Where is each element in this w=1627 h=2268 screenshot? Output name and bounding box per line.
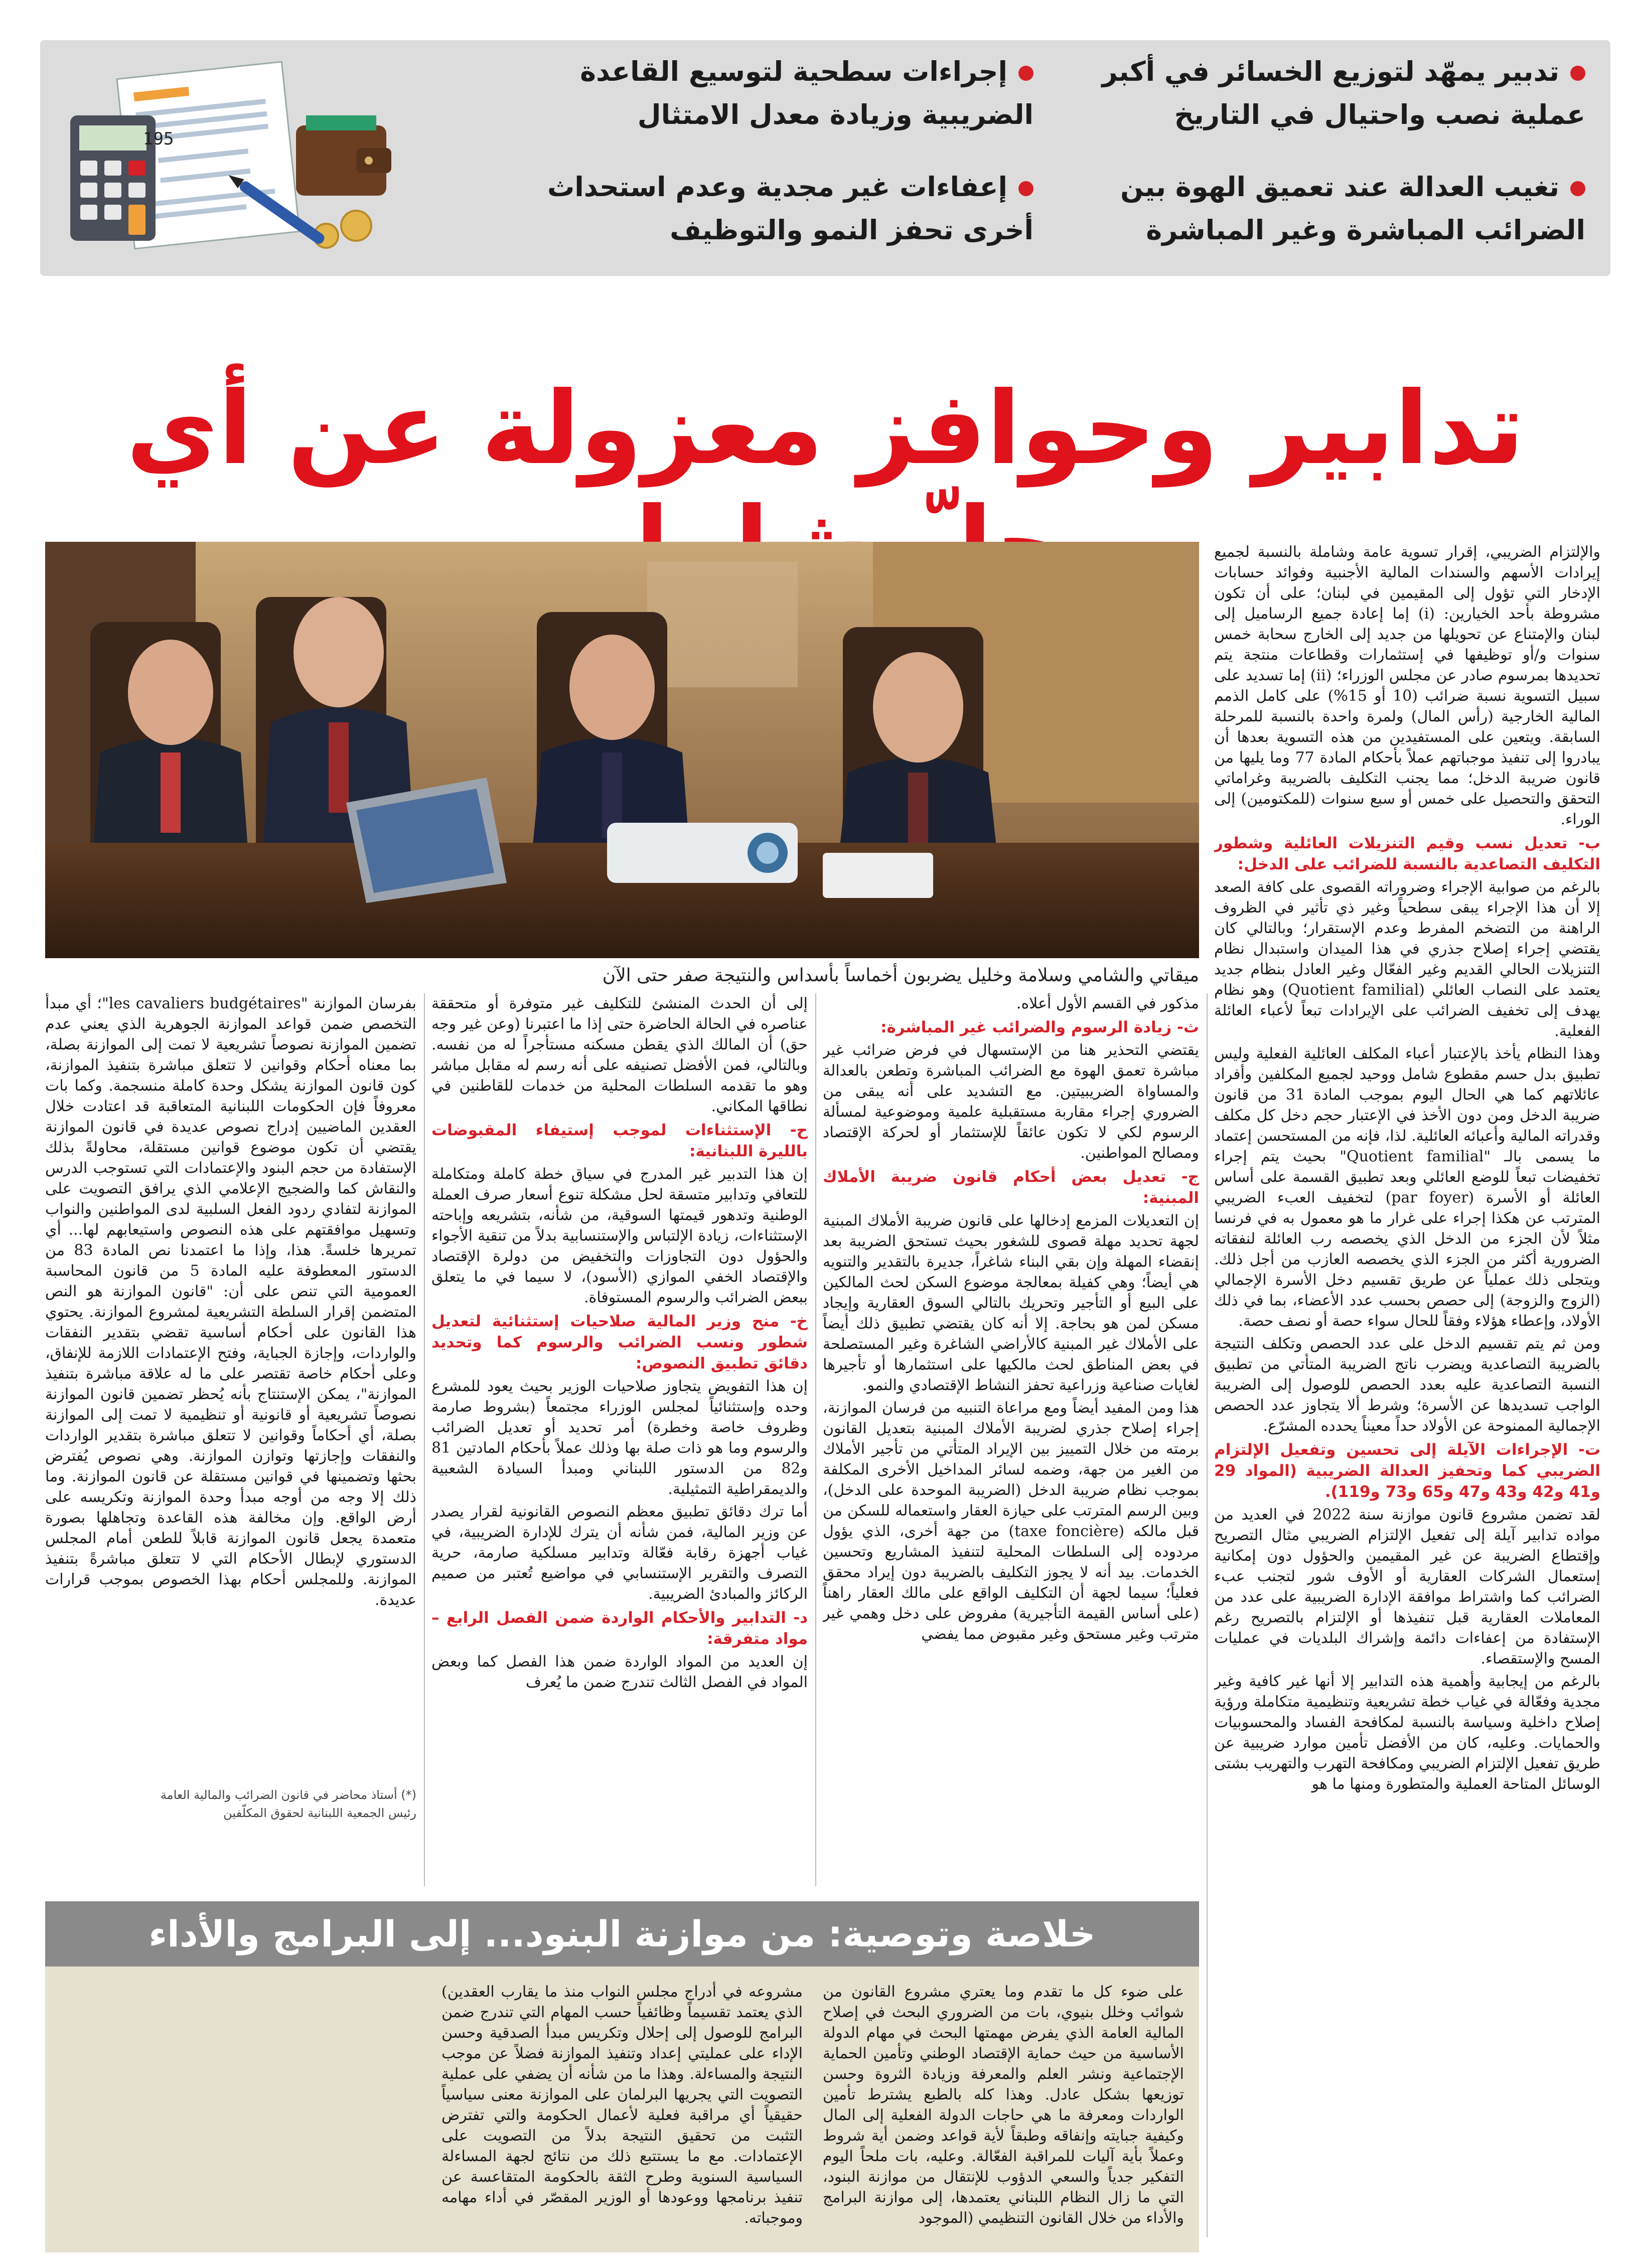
paragraph: بالرغم من إيجابية وأهمية هذه التدابير إلا أنها غير كافية وغير مجدية وفعّالة في غياب خطة تشريعية وتنظيمية متكاملة ورؤية إصلاح داخلية وسياسة بالنسبة لمكافحة الفساد والمحسوبيات والحمايات. وعليه، كان من الأفضل تأمين موارد ضريبية عن طريق تفعيل الإلتزام الضريبي ومكافحة التهرب والتهريب بشتى الوسائل المتاحة العملية والمتطورة ومنها ما هو [1214, 1673, 1600, 1793]
paragraph: وهذا النظام يأخذ بالإعتبار أعباء المكلف العائلية الفعلية وليس تطبيق بدل حسم مقطوع شامل ووحيد لجميع المكلفين وأفراد عائلاتهم كما هي الحال اليوم بموجب المادة 31 من قانون ضريبة الدخل ومن دون الأخذ في الإعتبار حجم دخل كل مكلف وقدراته المالية وأعبائه العائلية. لذا، فإنه من المستحسن إعتماد ما يسمى بالـ "Quotient familial" بحيث يتم إجراء تخفيضات تبعاً للوضع العائلي وبعد تطبيق القسمة على أساس العائلة أو الأسرة (par foyer) لتخفيف العبء الضريبي المترتب عن هكذا إجراء على غرار ما هو معمول به في فرنسا مثلاً لأن الجزء من الدخل الذي يخصصه رب العائلة لنفقاته الضرورية أكثر من الجزء الذي يخصصه العازب من أجل ذلك. ويتجلى ذلك عملياً عن طريق تقسيم دخل الأسرة الإجمالي (الزوج والزوجة) إلى حصص بحسب عدد الأعضاء، بما في ذلك الأولاد، وإعطاء هؤلاء وفقاً للحال سواء حصة أو نصف حصة. [1214, 1045, 1600, 1330]
meeting-photo [45, 542, 1199, 958]
column-divider [424, 993, 425, 1886]
banner-bullet-text: إعفاءات غير مجدية وعدم استحداث أخرى تحفز النمو والتوظيف [547, 171, 1033, 246]
column-divider [1207, 993, 1208, 2237]
section-heading: ح- الإستثناءات لموجب إستيفاء المقبوضات بالليرة اللبنانية: [431, 1121, 808, 1160]
paragraph: والإلتزام الضريبي، إقرار تسوية عامة وشاملة بالنسبة لجميع إيرادات الأسهم والسندات المالية الأجنبية وفوائد حسابات الإدخار التي تؤول إلى المقيمين في لبنان؛ على أن تكون مشروطة بأحد الخيارين: (i) إما إعادة جميع الرساميل إلى لبنان والإمتناع عن تحويلها من جديد إلى الخارج سحابة خمس سنوات و/أو توظيفها في إستثمارات وقطاعات منتجة يتم تحديدها بمرسوم صادر عن مجلس الوزراء؛ (ii) إما تسديد على سبيل التسوية نسبة ضرائب (10 أو 15%) على كامل الذمم المالية الخارجية (رأس المال) ولمرة واحدة بالنسبة للمرحلة السابقة. ويتعين على المستفيدين من هذه التسوية بعدها أن يبادروا إلى تنفيذ موجباتهم عملاً بأحكام المادة 77 وما يليها من قانون ضريبة الدخل؛ مما يجنب التكليف بالضريبة وغراماتي التحقق والتحصيل على خمس أو سبع سنوات (للمكتومين) إلى الوراء. [1214, 543, 1600, 828]
paragraph: إن العديد من المواد الواردة ضمن هذا الفصل كما وبعض المواد في الفصل الثالث تندرج ضمن ما يُعرف [431, 1653, 808, 1691]
banner-bullet-1 [1074, 50, 1585, 136]
article-column-c [45, 993, 416, 1776]
highlights-banner [40, 40, 1610, 276]
section-heading: ت- الإجراءات الآيلة إلى تحسين وتفعيل الإلتزام الضريبي كما وتحفيز العدالة الضريبية (المواد 29 و41 و42 و43 و47 و65 و73 و119). [1214, 1441, 1600, 1501]
summary-box [45, 1901, 1199, 2252]
section-heading: خ- منح وزير المالية صلاحيات إستثنائية لتعديل شطور ونسب الضرائب والرسوم كما وتحديد دقائق تطبيق النصوص: [431, 1312, 808, 1373]
section-heading: ث- زيادة الرسوم والضرائب غير المباشرة: [880, 1018, 1199, 1036]
article-column-b [431, 993, 808, 1886]
summary-column-1: على ضوء كل ما تقدم وما يعتري مشروع القانون من شوائب وخلل بنيوي، بات من الضروري البحث في إصلاح المالية العامة الذي يفرض مهمتها البحث في مهام الدولة الأساسية من حيث حماية الإقتصاد الوطني وتأمين الحماية الإجتماعية ونشر العلم والمعرفة وزيادة الثروة وحسن توزيعها بشكل عادل. وهذا كله بالطبع يشترط تأمين الواردات ومعرفة ما هي حاجات الدولة الفعلية إلى المال وكيفية جبايته وإنفاقه وطبقاً لأية قواعد وضمن أية شروط وعملاً بأية آليات للمراقبة الفعّالة. وعليه، بات ملحاً اليوم التفكير جدياً والسعي الدؤوب للإنتقال من موازنة البنود، التي ما زال النظام اللبناني يعتمدها، إلى موازنة البرامج والأداء من خلال القانون التنظيمي (الموجود [823, 1983, 1184, 2227]
summary-column-2: مشروعه في أدراج مجلس النواب منذ ما يقارب العقدين) الذي يعتمد تقسيماً وظائفياً حسب المهام التي تندرج ضمن البرامج للوصول إلى إحلال وتكريس مبدأ الصدقية وحسن الإداء على عمليتي إعداد وتنفيذ الموازنة فضلاً عن موجب النتيجة والمساءلة. وهذا ما من شأنه أن يضفي على عملية التصويت التي يجريها البرلمان على الموازنة معنى سياسياً حقيقياً أي مراقبة فعلية لأعمال الحكومة والتي تفترض التثبت من تحقيق النتيجة بدلاً من التصويت على الإعتمادات. مع ما يستتبع ذلك من نتائج لجهة المساءلة السياسية السنوية وطرح الثقة بالحكومة المتقاعسة عن تنفيذ برنامجها ووعودها أو الوزير المقصّر في أداء مهامه وموجباته. [441, 1983, 803, 2227]
tax-illustration-icon [55, 50, 396, 266]
author-footnote [45, 1786, 416, 1822]
photo-caption: ميقاتي والشامي وسلامة وخليل يضربون أخماساً بأسداس والنتيجة صفر حتى الآن [602, 965, 1199, 986]
bullet-dot-icon [1570, 66, 1585, 81]
paragraph: بالرغم من صوابية الإجراء وضروراته القصوى على كافة الصعد إلا أن هذا الإجراء يبقى سطحياً وغير ذي تأثير في الظروف الراهنة من التضخم المفرط وعدم الإستقرار؛ وبالتالي كان يقتضي إجراء إصلاح جذري في هذا الميدان واستبدال نظام التنزيلات الحالي القديم وغير الفعّال وغير العادل بنظام جديد يعتمد على النصاب العائلي (Quotient familial) وهو نظام يهدف إلى تخفيف الضرائب على الإيرادات تبعاً لأعباء العائلة الفعلية. [1214, 878, 1600, 1040]
section-heading: ب- تعديل نسب وقيم التنزيلات العائلية وشطور التكليف التصاعدية بالنسبة للضرائب على الدخل: [1214, 834, 1600, 873]
footnote-line: رئيس الجمعية اللبنانية لحقوق المكلّفين [223, 1806, 416, 1820]
paragraph: إن هذا التفويض يتجاوز صلاحيات الوزير بحيث يعود للمشرع وحده وإستثنائياً لمجلس الوزراء مجتمعاً (بشروط صارمة وظروف خاصة وخطرة) أمر تحديد أو تعديل الضرائب والرسوم وما هو ذات صلة بها وذلك عملاً بأحكام المادتين 81 و82 من الدستور اللبناني ومبدأ السيادة الشعبية والديمقراطية التمثيلية. [431, 1378, 808, 1498]
section-heading: د- التدابير والأحكام الواردة ضمن الفصل الرابع – مواد متفرقة: [431, 1609, 808, 1648]
bullet-dot-icon [1018, 66, 1033, 81]
paragraph: مذكور في القسم الأول أعلاه. [1016, 995, 1199, 1012]
calculator-display: 195 [143, 129, 174, 149]
paragraph: بفرسان الموازنة "les cavaliers budgétaires"؛ أي مبدأ التخصص ضمن قواعد الموازنة الجوهرية الذي يعني عدم تضمين الموازنة نصوصاً تشريعية لا تمت إلى الموازنة بصلة، بما معناه أحكام وقوانين لا تتعلق مباشرة بتنفيذ الموازنة، كون قانون الموازنة يشكل وحدة كاملة منسجمة. وكما بات معروفاً فإن الحكومات اللبنانية المتعاقبة قد اعتادت خلال العقدين الماضيين إدراج نصوص عديدة في قانون الموازنة يقتضي أن تكون موضوع قوانين مستقلة، محاولةً بذلك الإستفادة من حجم البنود والإعتمادات التي تستوجب الدرس والنقاش كما والضجيج الإعلامي الذي يرافق التصويت على الموازنة لتفادي ردود الفعل السلبية لدى المواطنين والنواب وتسهيل موافقتهم على هذه النصوص واستيعابهم لها... أي تمريرها خلسةً. هذا، وإذا ما اعتمدنا نص المادة 83 من الدستور المعطوفة عليه المادة 5 من قانون المحاسبة العمومية التي تنص على أن: "قانون الموازنة هو النص المتضمن إقرار السلطة التشريعية لمشروع الموازنة. يحتوي هذا القانون على أحكام أساسية تقضي بتقدير النفقات والواردات، وإجازة الجباية، وفتح الإعتمادات اللازمة للإنفاق، وعلى أحكام خاصة تقتصر على ما له علاقة مباشرة بتنفيذ الموازنة"، يمكن الإستنتاج بأنه يُحظر تضمين قانون الموازنة نصوصاً تشريعية أو قانونية أو تنظيمية لا تمت إلى الموازنة بصلة، أي أحكاماً وقوانين لا تتعلق مباشرة بتقدير الواردات والنفقات وإجازتها وتوازن الموازنة. وهي نصوص يُفترض بحثها وتضمينها في قوانين مستقلة عن قانون الموازنة. وما ذلك إلا وجه من أوجه مبدأ وحدة الموازنة وتكريسه على أرض الواقع. وإن مخالفة هذه القاعدة وتجاهلها بصورة متعمدة يجعل قانون الموازنة قابلاً للطعن أمام المجلس الدستوري لإبطال الأحكام التي لا تتعلق مباشرةً بتنفيذ الموازنة. وللمجلس أحكام بهذا الخصوص بموجب قرارات عديدة. [45, 995, 416, 1609]
paragraph: إن هذا التدبير غير المدرج في سياق خطة كاملة ومتكاملة للتعافي وتدابير متسقة لحل مشكلة تنوع أسعار صرف العملة الوطنية وتدهور قيمتها السوقية، من شأنه، بتشريعه وإباحته الإستثناءات، زيادة الإلتباس والإستنسابية بدلاً من تنقية الأجواء والحؤول دون التجاوزات والتخفيض من دولرة الإقتصاد والإقتصاد الخفي الموازي (الأسود)، لا سيما في ما يتعلق ببعض الضرائب والرسوم المستوفاة. [431, 1165, 808, 1306]
summary-column-3 [60, 1982, 421, 2242]
paragraph: إن التعديلات المزمع إدخالها على قانون ضريبة الأملاك المبنية لجهة تحديد مهلة قصوى للشغور بحيث تستحق الضريبة بعد إنقضاء المهلة وإن بقي البناء شاغراً، جديرة بالتقدير والتنويه هي أيضاً؛ وهي كفيلة بمعالجة موضوع السكن لحث المالكين على البيع أو التأجير وتحريك بالتالي السوق العقارية وإيجاد مسكن لمن هو بحاجة. إلا أنه كان يقتضي تطبيق ذلك أيضاً على الأملاك غير المبنية كالأراضي الشاغرة وغير المستصلحة في بعض المناطق لحث مالكيها على استثمارها أو تأجيرها لغايات صناعية وزراعية تحفز النشاط الإقتصادي والنمو. [823, 1212, 1199, 1394]
paragraph: لقد تضمن مشروع قانون موازنة سنة 2022 في العديد من مواده تدابير آيلة إلى تفعيل الإلتزام الضريبي مثال التصريح وإقتطاع الضريبة عن غير المقيمين والحؤول دون إمكانية إستعمال الشركات العقارية أو الأوف شور لتجنب عبء الضرائب كما واشتراط موافقة الإدارة الضريبية على عدد من المعاملات العقارية قبل تنفيذها أو الإلتزام بالتصريح رغم الإستفادة من إعفاءات دائمة وإشراك البلديات في عمليات المسح والإستقصاء. [1214, 1506, 1600, 1668]
banner-bullet-text: تدبير يمهّد لتوزيع الخسائر في أكبر عملية نصب واحتيال في التاريخ [1102, 56, 1585, 130]
section-heading: ج- تعديل بعض أحكام قانون ضريبة الأملاك المبنية: [823, 1168, 1199, 1207]
banner-bullet-2 [517, 50, 1033, 136]
paragraph: إلى أن الحدث المنشئ للتكليف غير متوفرة أو متحققة عناصره في الحالة الحاضرة حتى إذا ما اعتبرنا (وعن غير وجه حق) أن المالك الذي يقطن مسكنه مستأجراً له من نفسه. وبالتالي، فمن الأفضل تصنيفه على أنه رسم له مقابل مباشر وهو ما تقدمه السلطات المحلية من خدمات للقاطنين في نطاقها المكاني. [431, 995, 808, 1115]
paragraph: يقتضي التحذير هنا من الإستسهال في فرض ضرائب غير مباشرة تعمق الهوة مع الضرائب المباشرة وتطعن بالعدالة والمساواة الضريبيتين. مع التشديد على أنه يبقى من الضروري إجراء مقاربة مستقبلية علمية وموضوعية لمسألة الرسوم لكي لا تكون عائقاً للإستثمار أو لحركة الإقتصاد ومصالح المواطنين. [823, 1041, 1199, 1162]
column-divider [815, 993, 816, 1886]
main-headline: تدابير وحوافز معزولة عن أي [126, 370, 1525, 487]
paragraph: أما ترك دقائق تطبيق معظم النصوص القانونية لقرار يصدر عن وزير المالية، فمن شأنه أن يترك للإدارة الضريبية، في غياب أجهزة رقابة فعّالة وتدابير مسلكية صارمة، حرية التصرف والتقرير الإستنسابي في مواضيع تُعتبر من صميم الركائز والمبادئ الضريبية. [431, 1503, 808, 1603]
article-column-right [1214, 542, 1600, 2247]
summary-title: خلاصة وتوصية: من موازنة البنود... إلى البرامج والأداء [45, 1901, 1199, 1967]
banner-bullet-text: تغيب العدالة عند تعميق الهوة بين الضرائب المباشرة وغير المباشرة [1120, 171, 1585, 246]
banner-bullet-text: إجراءات سطحية لتوسيع القاعدة الضريبية وزيادة معدل الامتثال [580, 56, 1033, 130]
footnote-line: (*) أستاذ محاضر في قانون الضرائب والمالية العامة [160, 1788, 416, 1802]
paragraph: ومن ثم يتم تقسيم الدخل على عدد الحصص وتكلف النتيجة بالضريبة التصاعدية ويضرب ناتج الضريبة المتأتي من تطبيق النسبة التصاعدية عليه بعدد الحصص للوصول إلى الضريبة الواجب تسديدها عن الأسرة؛ وشرط ألا يتجاوز عدد الحصص الإجمالية الممنوحة عن الأولاد حداً معيناً يحدده المشرّع. [1214, 1335, 1600, 1435]
article-column-a [823, 993, 1199, 1886]
banner-bullet-4 [517, 166, 1033, 252]
bullet-dot-icon [1570, 181, 1585, 196]
paragraph: هذا ومن المفيد أيضاً ومع مراعاة التنبيه من فرسان الموازنة، إجراء إصلاح جذري لضريبة الأملاك المبنية بتعديل القانون برمته من خلال التمييز بين الإيراد المتأتي من تأجير الأملاك من الغير من جهة، وضمه لسائر المداخيل الأخرى المكلفة بموجب نظام ضريبة الدخل (الضريبة الموحدة على الدخل)، وبين الرسم المترتب على حيازة العقار واستعماله للسكن من قبل مالكه (taxe foncière) من جهة أخرى، الذي يؤول مردوده إلى السلطات المحلية لتنفيذ المشاريع وتحسين الخدمات. بيد أنه لا يجوز التكليف بالضريبة دون إيراد محقق فعلياً؛ سيما لجهة أن التكليف الواقع على مالك العقار راهناً (على أساس القيمة التأجيرية) مفروض على دخل وهمي غير مترتب وغير مستحق وغير مقبوض مما يفضي [823, 1399, 1199, 1643]
banner-bullet-3 [1074, 166, 1585, 252]
bullet-dot-icon [1018, 181, 1033, 196]
